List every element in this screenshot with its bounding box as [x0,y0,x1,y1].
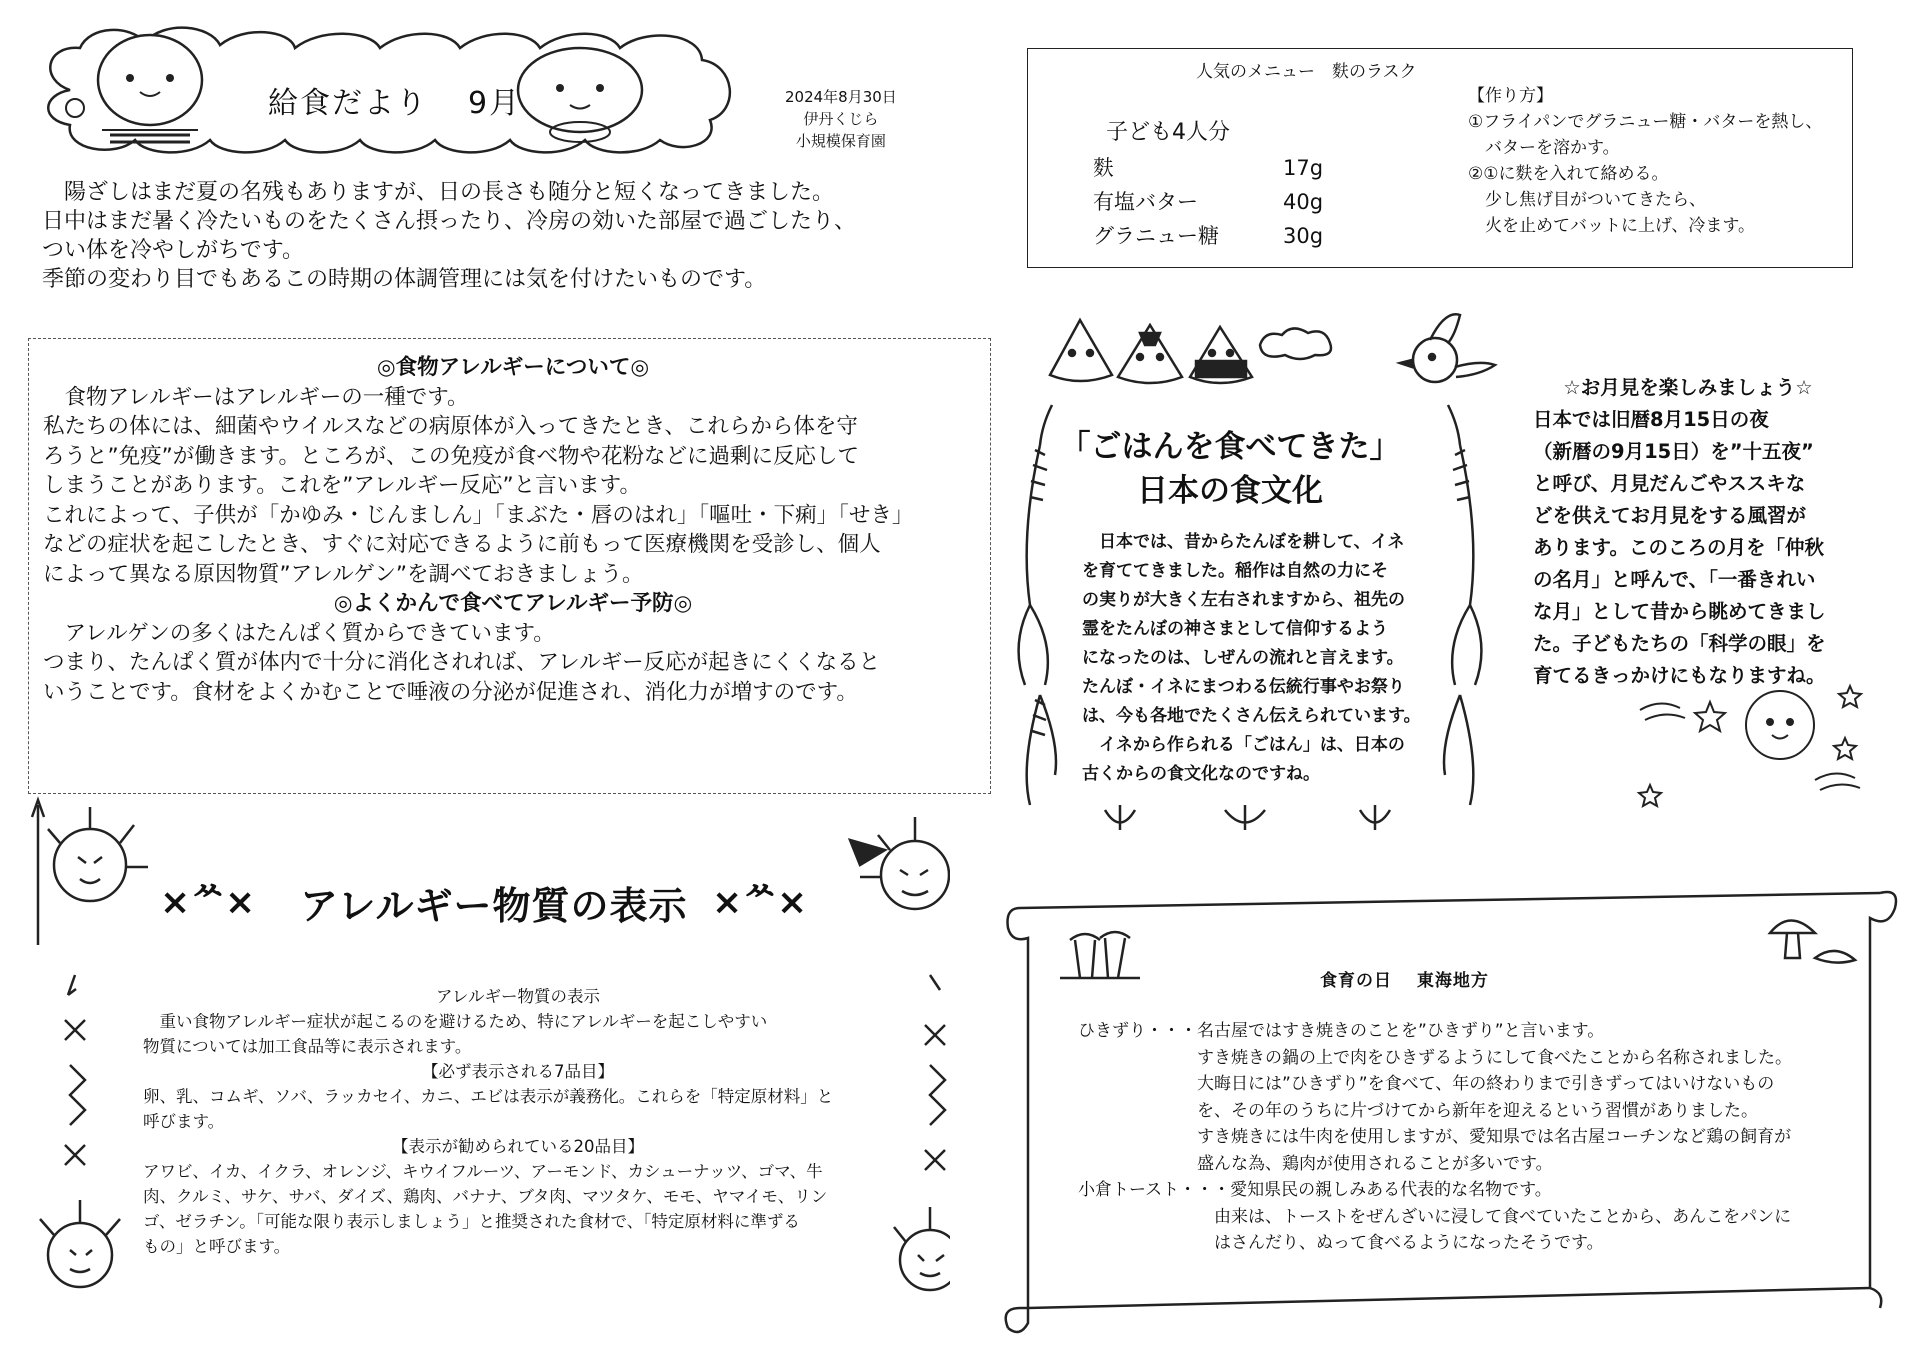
ingredient-amount: 30g [1283,224,1324,248]
rice-body-text [1082,528,1432,789]
heading-decoration-left: ×ᄊ× [160,882,256,923]
label-line: ゴ、ゼラチン。「可能な限り表示しましょう」と推奨された食材で、「特定原材料に準ずる [143,1212,800,1231]
method-line: 少し焦げ目がついてきたら、 [1468,190,1706,210]
rice-line: の実りが大きく左右されますから、祖先の [1082,590,1405,610]
scroll-line: 由来は、トーストをぜんざいに浸して食べていたことから、あんこをパンに [1078,1206,1792,1227]
ingredient-list [1093,151,1323,253]
moon-line: た。子どもたちの「科学の眼」を [1533,632,1826,655]
moon-line: の名月」と呼んで、「一番きれい [1533,568,1816,591]
issuer-info [785,86,897,152]
label-line: 重い食物アレルギー症状が起こるのを避けるため、特にアレルギーを起こしやすい [143,1012,768,1031]
allergy-line: 私たちの体には、細菌やウイルスなどの病原体が入ってきたとき、これらから体を守 [43,414,858,439]
rice-line: は、今も各地でたくさん伝えられています。 [1082,706,1421,726]
scroll-line: 大晦日には”ひきずり”を食べて、年の終わりまで引きずってはいけないもの [1078,1074,1775,1094]
moon-line: あります。このころの月を「仲秋 [1533,536,1824,559]
allergy-line: これによって、子供が「かゆみ・じんましん」「まぶた・唇のはれ」「嘔吐・下痢」「せき」 [43,502,914,528]
allergy-prevention-heading: ◎よくかんで食べてアレルギー予防◎ [333,591,693,616]
moon-line: 日本では旧暦8月15日の夜 [1533,408,1769,431]
ingredient-name: グラニュー糖 [1093,224,1219,248]
heading-decoration-right: ×ᄊ× [712,882,808,923]
mushroom-icon [1060,932,1140,978]
rice-heading [1030,425,1430,513]
allergen-label-text [143,984,893,1259]
allergy-line: アレルゲンの多くはたんぱく質からできています。 [43,620,555,646]
recipe-box [1027,48,1853,268]
allergy-line: ろうと”免疫”が働きます。ところが、この免疫が食べ物や花粉などに過剰に反応して [43,443,860,469]
rice-line: 日本では、昔からたんぼを耕して、イネ [1082,532,1405,552]
boy-character-icon [66,35,202,142]
issue-date: 2024年8月30日 [785,88,897,106]
title-month: 9月 [468,86,522,121]
shiitake-icon [1770,921,1855,963]
moon-and-stars-icon [1630,680,1870,820]
intro-line: 陽ざしはまだ夏の名残もありますが、日の長さも随分と短くなってきました。 [64,180,835,205]
org-name-1: 伊丹くじら [803,110,879,128]
allergy-line: しまうことがあります。これを”アレルギー反応”と言います。 [43,473,641,498]
newsletter-title [268,78,521,122]
allergy-line: によって異なる原因物質”アレルゲン”を調べておきましょう。 [43,561,644,587]
scroll-line: すき焼きには牛肉を使用しますが、愛知県では名古屋コーチンなど鶏の飼育が [1078,1127,1792,1147]
ingredient-amount: 40g [1283,190,1324,214]
allergen-label-heading: アレルギー物質の表示 [300,884,688,928]
ingredient-row [1093,185,1323,219]
intro-line: つい体を冷やしがちです。 [42,238,305,263]
rice-line: 霊をたんぼの神さまとして信仰するよう [1082,619,1388,639]
recipe-method [1468,83,1822,239]
scroll-line: 小倉トースト・・・愛知県民の親しみある代表的な名物です。 [1078,1180,1552,1200]
method-line: ①フライパンでグラニュー糖・バターを熱し、 [1468,112,1823,132]
intro-line: 季節の変わり目でもあるこの時期の体調管理には気を付けたいものです。 [42,267,767,292]
label-line: 呼びます。 [143,1112,225,1131]
title-text: 給食だより [268,86,428,121]
label-line: アワビ、イカ、イクラ、オレンジ、キウイフルーツ、アーモンド、カシューナッツ、ゴマ、牛 [143,1162,823,1181]
scroll-line: 盛んな為、鶏肉が使用されることが多いです。 [1078,1153,1553,1174]
allergy-heading: ◎食物アレルギーについて◎ [376,355,650,380]
allergy-line: などの症状を起こしたとき、すぐに対応できるように前もって医療機関を受診し、個人 [43,532,881,557]
moon-line: 育てるきっかけにもなりますね。 [1533,664,1826,687]
moon-line: どを供えてお月見をする風習が [1533,504,1807,527]
label-line: 肉、クルミ、サケ、サバ、ダイズ、鶏肉、バナナ、ブタ肉、マツタケ、モモ、ヤマイモ、リン [143,1187,828,1206]
rice-heading-line2: 日本の食文化 [1137,473,1323,509]
scroll-line: すき焼きの鍋の上で肉をひきずるようにして食べたことから名称されました。 [1078,1047,1792,1068]
label-line: 物質については加工食品等に表示されます。 [143,1037,472,1056]
method-line: 火を止めてバットに上げ、冷ます。 [1468,216,1755,236]
moon-line: （新暦の9月15日）を”十五夜” [1533,440,1814,463]
scroll-title: 食育の日 東海地方 [1320,971,1489,991]
scroll-line: を、その年のうちに片づけてから新年を迎えるという習慣がありました。 [1078,1100,1758,1121]
ingredient-row [1093,219,1323,253]
scroll-line: はさんだり、ぬって食べるようになったそうです。 [1078,1233,1604,1253]
girl-character-icon [518,48,642,142]
rice-line: たんぼ・イネにまつわる伝統行事やお祭り [1082,677,1405,697]
method-line: ②①に麩を入れて絡める。 [1468,164,1669,184]
allergy-line: つまり、たんぱく質が体内で十分に消化されれば、アレルギー反応が起きにくくなると [43,650,881,675]
intro-line: 日中はまだ暑く冷たいものをたくさん摂ったり、冷房の効いた部屋で過ごしたり、 [42,209,857,234]
rice-line: を育ててきました。稲作は自然の力にそ [1082,561,1388,581]
label-line: 卵、乳、コムギ、ソバ、ラッカセイ、カニ、エビは表示が義務化。これらを「特定原材料」と [143,1087,834,1106]
allergy-box [28,338,991,794]
rice-line: 古くからの食文化なのですね。 [1082,764,1320,784]
label-subheading: 【表示が勧められている20品目】 [392,1137,644,1156]
scroll-line: ひきずり・・・名古屋ではすき焼きのことを”ひきずり”と言います。 [1078,1021,1605,1041]
allergy-line: いうことです。食材をよくかむことで唾液の分泌が促進され、消化力が増すのです。 [43,679,858,705]
recipe-title: 人気のメニュー 麩のラスク [1196,62,1417,82]
rice-heading-line1: 「ごはんを食べてきた」 [1059,429,1401,465]
allergy-line: 食物アレルギーはアレルギーの一種です。 [43,384,469,410]
moon-line: な月」として昔から眺めてきまし [1533,600,1826,623]
label-title: アレルギー物質の表示 [436,987,600,1006]
recipe-servings: 子ども4人分 [1106,120,1230,145]
moon-viewing-text [1533,372,1843,692]
moon-heading: ☆お月見を楽しみましょう☆ [1563,376,1813,399]
ingredient-row [1093,151,1323,185]
ingredient-name: 有塩バター [1093,190,1198,214]
ingredient-name: 麩 [1093,156,1114,180]
moon-line: と呼び、月見だんごやススキな [1533,472,1806,495]
method-line: 【作り方】 [1468,86,1553,106]
label-subheading: 【必ず表示される7品目】 [422,1062,614,1081]
ingredient-amount: 17g [1283,156,1324,180]
rice-line: イネから作られる「ごはん」は、日本の [1082,735,1405,755]
org-name-2: 小規模保育園 [795,132,886,150]
scroll-body-text [1078,1018,1878,1257]
label-line: もの」と呼びます。 [143,1237,291,1256]
intro-text [42,178,972,294]
method-line: バターを溶かす。 [1468,138,1620,158]
rice-line: になったのは、しぜんの流れと言えます。 [1082,648,1404,668]
